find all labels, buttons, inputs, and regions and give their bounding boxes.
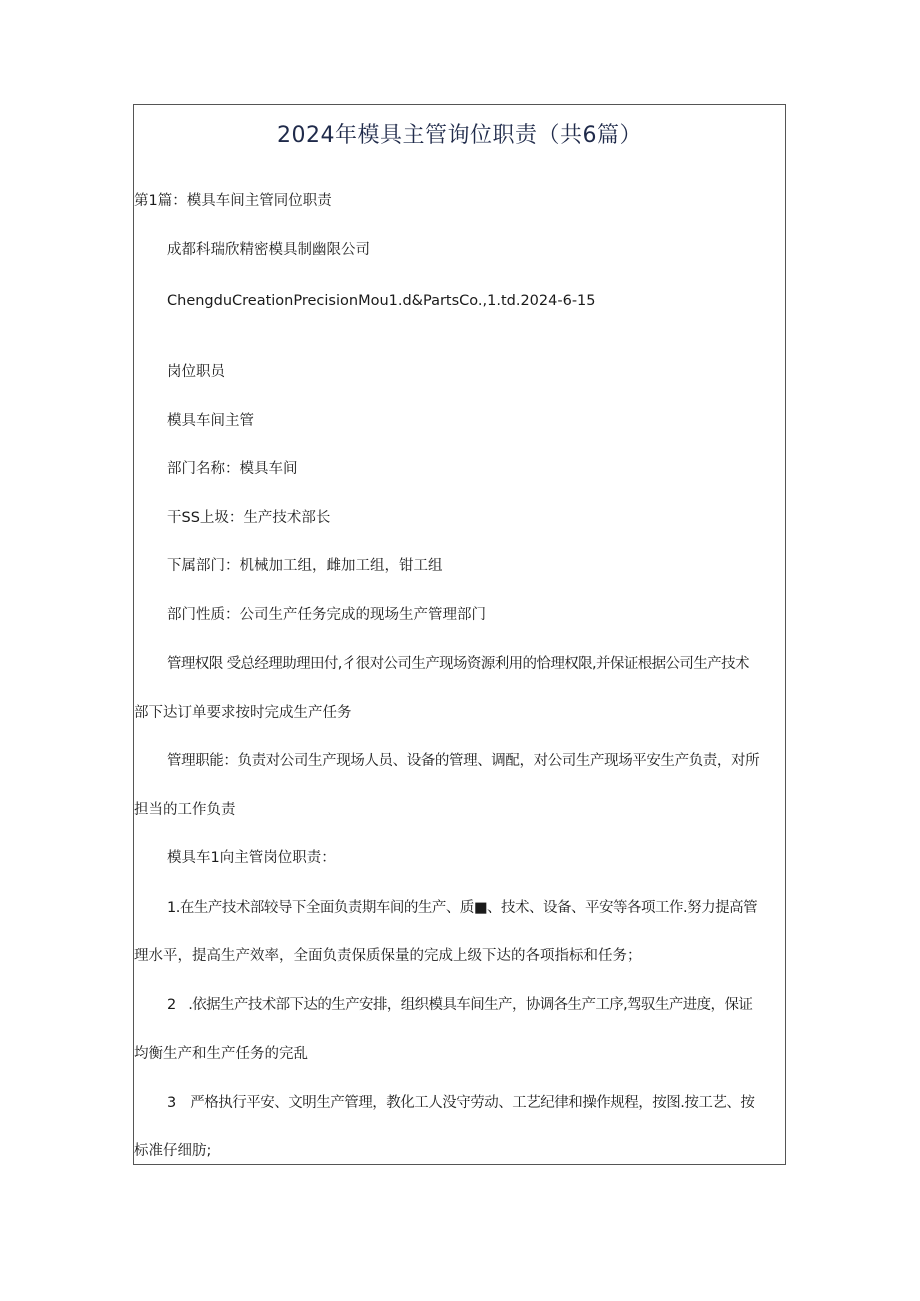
company-name-cn: 成都科瑞欣精密模具制幽限公司 bbox=[167, 242, 370, 258]
superior: 干SS上圾：生产技术部长 bbox=[167, 510, 331, 526]
duty-item-3-line-1 bbox=[134, 1093, 818, 1113]
duty-item-2-line-1 bbox=[134, 995, 818, 1015]
document-frame bbox=[133, 104, 786, 1165]
dept-name: 部门名称：模具车间 bbox=[167, 461, 298, 477]
duty-item-2-line-2: 均衡生产和生产任务的完乱 bbox=[134, 1046, 308, 1062]
document-title: 2024年模具主管询位职责（共6篇） bbox=[277, 123, 642, 148]
subordinate-departments: 下属部门：机械加工组，雌加工组，钳工组 bbox=[167, 558, 443, 574]
dept-nature: 部门性质：公司生产任务完成的现场生产管理部门 bbox=[167, 607, 486, 623]
duties-heading: 模具车1向主管岗位职责： bbox=[167, 850, 336, 866]
duty-item-3-line-2: 标准仔细肪; bbox=[134, 1143, 212, 1159]
company-name-en: ChengduCreationPrecisionMou1.d&PartsCo.,1.td.2024-6-15 bbox=[167, 293, 596, 309]
post-label: 岗位职员 bbox=[167, 364, 225, 380]
duty-item-2-number: 2 bbox=[167, 997, 177, 1013]
function-line-1: 管理职能：负责对公司生产现场人员、设备的管理、调配，对公司生产现场平安生产负责，对所 bbox=[167, 753, 760, 769]
function-line-2: 担当的工作负责 bbox=[134, 802, 236, 818]
duty-item-1-line-2: 理水平，提高生产效率，全面负责保质保量的完成上级下达的各项指标和任务； bbox=[134, 948, 642, 964]
post-name: 模具车间主管 bbox=[167, 413, 254, 429]
duty-item-2-text: .依据生产技术部下达的生产安排，组织模具车间生产，协调各生产工序,驾驭生产进度，保证 bbox=[188, 997, 753, 1013]
authority-line-2: 部下达订单要求按时完成生产任务 bbox=[134, 705, 352, 721]
authority-line-1: 管理权限 受总经理助理田付,彳很对公司生产现场资源利用的恰理权限,并保证根据公司生产技术 bbox=[167, 656, 749, 672]
duty-item-3-text: 严格执行平安、文明生产管理，教化工人没守劳动、工艺纪律和操作规程，按图.按工艺、按 bbox=[190, 1095, 755, 1111]
duty-item-3-number: 3 bbox=[167, 1095, 177, 1111]
duty-item-1-line-1: 1.在生产技术部较导下全面负责期车间的生产、质■、技术、设备、平安等各项工作.努力提高管 bbox=[167, 900, 758, 916]
section-heading: 第1篇：模具车间主管同位职责 bbox=[134, 193, 332, 209]
